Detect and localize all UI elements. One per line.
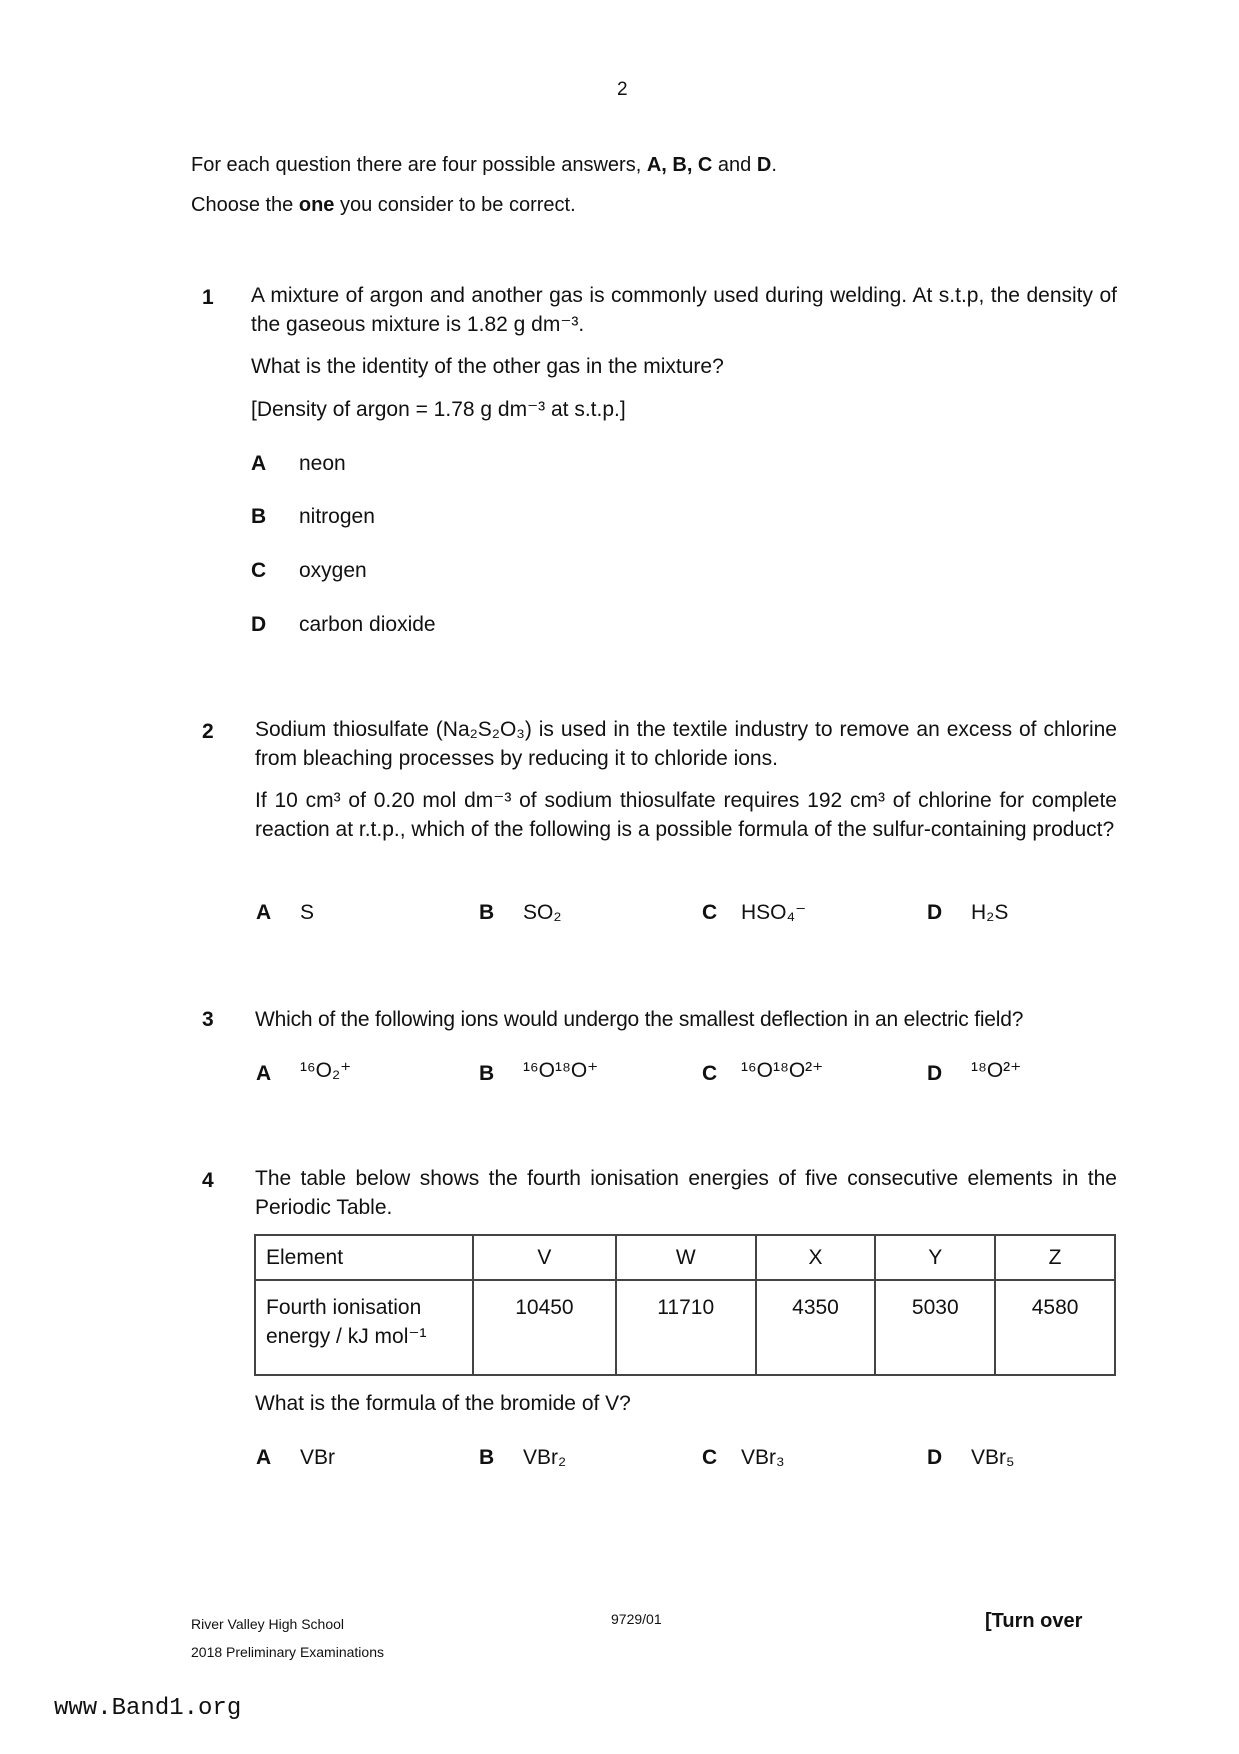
option-letter: C <box>702 1446 718 1469</box>
option-letter: D <box>251 613 267 636</box>
text: For each question there are four possible answers, <box>191 154 647 176</box>
watermark: www.Band1.org <box>54 1695 242 1722</box>
question-number: 4 <box>202 1169 214 1192</box>
option-letter: B <box>479 901 495 924</box>
table-header-cell: Element <box>255 1235 473 1280</box>
question-1-data: [Density of argon = 1.78 g dm⁻³ at s.t.p.] <box>251 398 626 421</box>
instructions-line-1 <box>191 155 777 175</box>
table-header-cell: V <box>473 1235 616 1280</box>
option-d[interactable]: H₂S <box>971 901 1009 924</box>
option-letter: B <box>251 505 267 528</box>
option-letter: D <box>927 1446 943 1469</box>
option-a[interactable]: VBr <box>300 1446 336 1469</box>
question-4-text: The table below shows the fourth ionisation energies of five consecutive elements in the Periodic Table. <box>255 1167 1117 1219</box>
table-header-cell: Z <box>995 1235 1115 1280</box>
table-row-label: Fourth ionisation energy / kJ mol⁻¹ <box>255 1280 473 1375</box>
table-cell: 10450 <box>473 1280 616 1375</box>
text: and <box>712 154 757 176</box>
question-number: 3 <box>202 1008 214 1031</box>
turn-over: [Turn over <box>985 1610 1083 1632</box>
option-letter: A <box>256 901 272 924</box>
option-letter: A <box>256 1062 272 1085</box>
option-d[interactable]: ¹⁸O²⁺ <box>971 1059 1022 1082</box>
footer-school: River Valley High School <box>191 1616 345 1632</box>
option-a[interactable]: ¹⁶O₂⁺ <box>300 1059 352 1082</box>
table-cell: 4580 <box>995 1280 1115 1375</box>
option-c[interactable]: oxygen <box>299 559 367 582</box>
option-b[interactable]: ¹⁶O¹⁸O⁺ <box>523 1059 599 1082</box>
footer-code: 9729/01 <box>611 1611 662 1627</box>
page-number: 2 <box>617 79 628 100</box>
question-2-text: Sodium thiosulfate (Na₂S₂O₃) is used in the textile industry to remove an excess of chlorine from bleaching processes by reducing it to chloride ions. <box>255 718 1117 770</box>
option-letter: B <box>479 1062 495 1085</box>
option-letter: A <box>251 452 267 475</box>
question-4-prompt: What is the formula of the bromide of V? <box>255 1392 631 1415</box>
option-c[interactable]: VBr₃ <box>741 1446 785 1469</box>
text: you consider to be correct. <box>334 194 576 216</box>
option-a[interactable]: neon <box>299 452 346 475</box>
ionisation-energy-table <box>254 1234 1116 1376</box>
table-header-row <box>255 1235 1115 1280</box>
question-number: 1 <box>202 286 214 309</box>
question-2-prompt: If 10 cm³ of 0.20 mol dm⁻³ of sodium thiosulfate requires 192 cm³ of chlorine for complete reaction at r.t.p., which of the following is a possible formula of the sulfur-containing product? <box>255 789 1117 841</box>
text: Choose the <box>191 194 299 216</box>
table-row <box>255 1280 1115 1375</box>
option-d[interactable]: VBr₅ <box>971 1446 1015 1469</box>
question-1-prompt: What is the identity of the other gas in the mixture? <box>251 355 724 378</box>
table-header-cell: X <box>756 1235 876 1280</box>
instructions-line-2 <box>191 195 576 215</box>
footer-exam: 2018 Preliminary Examinations <box>191 1644 384 1660</box>
question-3-text: Which of the following ions would undergo the smallest deflection in an electric field? <box>255 1008 1024 1031</box>
table-header-cell: Y <box>875 1235 995 1280</box>
option-letter: A <box>256 1446 272 1469</box>
table-cell: 11710 <box>616 1280 756 1375</box>
text: D <box>756 154 772 176</box>
option-b[interactable]: nitrogen <box>299 505 375 528</box>
option-b[interactable]: VBr₂ <box>523 1446 567 1469</box>
table-cell: 5030 <box>875 1280 995 1375</box>
option-letter: C <box>702 901 718 924</box>
option-letter: C <box>702 1062 718 1085</box>
table-header-cell: W <box>616 1235 756 1280</box>
question-1-text: A mixture of argon and another gas is commonly used during welding. At s.t.p, the density of the gaseous mixture is 1.82 g dm⁻³. <box>251 284 1117 336</box>
text: A, B, C <box>646 154 713 176</box>
table-cell: 4350 <box>756 1280 876 1375</box>
option-c[interactable]: HSO₄⁻ <box>741 901 807 924</box>
option-letter: D <box>927 1062 943 1085</box>
text: one <box>298 194 335 216</box>
option-letter: D <box>927 901 943 924</box>
option-d[interactable]: carbon dioxide <box>299 613 436 636</box>
option-c[interactable]: ¹⁶O¹⁸O²⁺ <box>741 1059 824 1082</box>
option-letter: B <box>479 1446 495 1469</box>
option-b[interactable]: SO₂ <box>523 901 562 924</box>
option-a[interactable]: S <box>300 901 315 924</box>
question-number: 2 <box>202 720 214 743</box>
option-letter: C <box>251 559 267 582</box>
text: . <box>771 154 777 176</box>
